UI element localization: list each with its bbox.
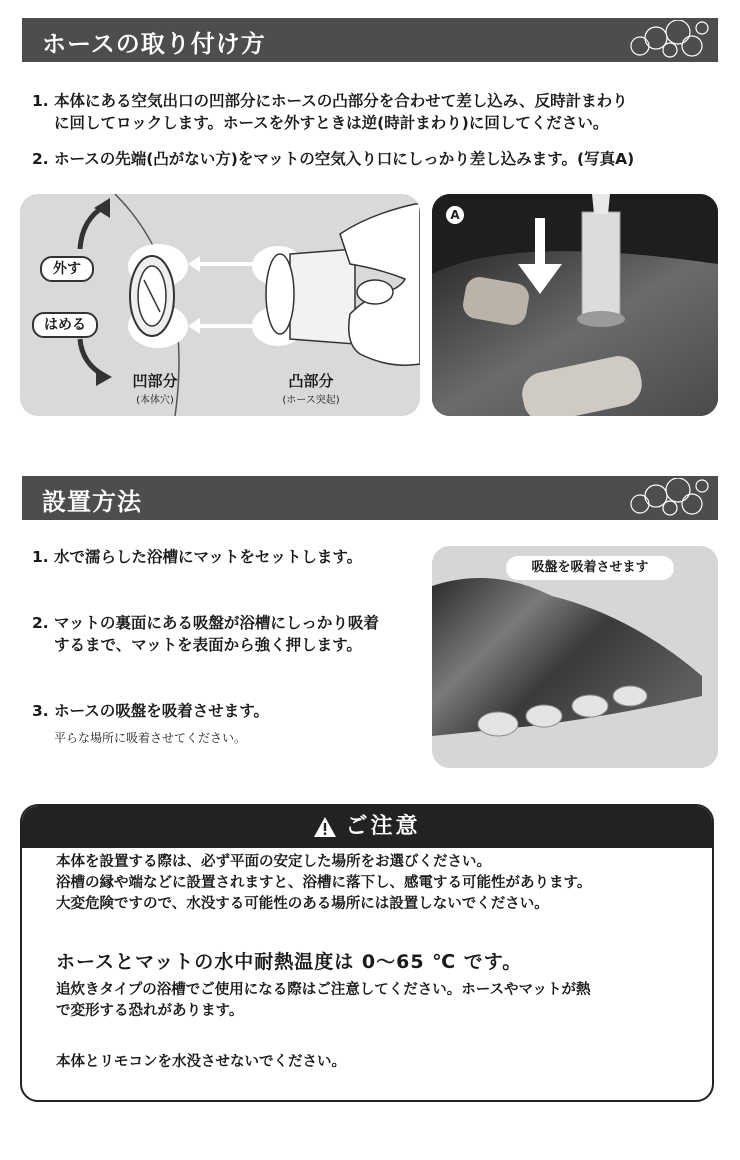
convex-label: 凸部分 bbox=[288, 372, 334, 390]
caution-p1-line3: 大変危険ですので、水没する可能性のある場所には設置しないでください。 bbox=[56, 896, 549, 912]
caution-p1-line2: 浴槽の縁や端などに設置されますと、浴槽に落下し、感電する可能性があります。 bbox=[56, 875, 592, 891]
photo-a bbox=[432, 194, 718, 416]
section-title: 設置方法 bbox=[42, 488, 142, 516]
caution-p2-line2: で変形する恐れがあります。 bbox=[56, 1003, 244, 1019]
step-text-cont: するまで、マットを表面から強く押します。 bbox=[54, 636, 362, 654]
convex-sublabel: (ホース突起) bbox=[282, 395, 340, 406]
section-header-installation bbox=[22, 476, 718, 520]
caution-p1-line1: 本体を設置する際は、必ず平面の安定した場所をお選びください。 bbox=[56, 854, 491, 870]
caution-temperature-heading: ホースとマットの水中耐熱温度は 0～65 ℃ です。 bbox=[56, 951, 523, 973]
caution-header bbox=[22, 806, 712, 848]
remove-label: 外す bbox=[40, 256, 94, 282]
step-number: 1. bbox=[32, 92, 49, 110]
install-step-1 bbox=[32, 546, 422, 568]
step-number: 3. bbox=[32, 702, 49, 720]
bubble-decoration-icon bbox=[620, 478, 710, 518]
suction-photo-caption: 吸盤を吸着させます bbox=[506, 556, 674, 580]
step-number: 2. bbox=[32, 150, 49, 168]
install-step-3-note: 平らな場所に吸着させてください。 bbox=[54, 731, 247, 745]
section-title: ホースの取り付け方 bbox=[42, 30, 266, 58]
section-header-hose bbox=[22, 18, 718, 62]
attach-label: はめる bbox=[32, 312, 98, 338]
step-text: 水で濡らした浴槽にマットをセットします。 bbox=[54, 548, 363, 566]
bubble-decoration-icon bbox=[620, 20, 710, 60]
hose-connection-diagram bbox=[20, 194, 420, 416]
caution-title: ご注意 bbox=[345, 814, 421, 839]
step-text-cont: に回してロックします。ホースを外すときは逆(時計まわり)に回してください。 bbox=[54, 114, 609, 132]
step-text: マットの裏面にある吸盤が浴槽にしっかり吸着 bbox=[54, 614, 379, 632]
concave-callout bbox=[120, 370, 190, 406]
step-number: 2. bbox=[32, 614, 49, 632]
caution-p3: 本体とリモコンを水没させないでください。 bbox=[56, 1054, 346, 1070]
caution-box bbox=[20, 804, 714, 1102]
photo-a-image bbox=[432, 194, 718, 416]
step-number: 1. bbox=[32, 548, 49, 566]
hose-step-2 bbox=[32, 148, 722, 170]
step-text: ホースの先端(凸がない方)をマットの空気入り口にしっかり差し込みます。(写真A) bbox=[54, 150, 635, 168]
hose-step-1 bbox=[32, 90, 722, 134]
install-step-2 bbox=[32, 612, 432, 656]
suction-photo bbox=[432, 546, 718, 768]
concave-label: 凹部分 bbox=[132, 372, 178, 390]
step-text: 本体にある空気出口の凹部分にホースの凸部分を合わせて差し込み、反時計まわり bbox=[54, 92, 628, 110]
install-step-3 bbox=[32, 700, 422, 722]
step-text: ホースの吸盤を吸着させます。 bbox=[54, 702, 269, 720]
convex-callout bbox=[256, 370, 366, 406]
photo-a-badge: A bbox=[446, 206, 464, 224]
concave-sublabel: (本体穴) bbox=[136, 395, 174, 406]
warning-icon bbox=[313, 816, 337, 838]
caution-p2-line1: 追炊きタイプの浴槽でご使用になる際はご注意してください。ホースやマットが熱 bbox=[56, 982, 591, 998]
